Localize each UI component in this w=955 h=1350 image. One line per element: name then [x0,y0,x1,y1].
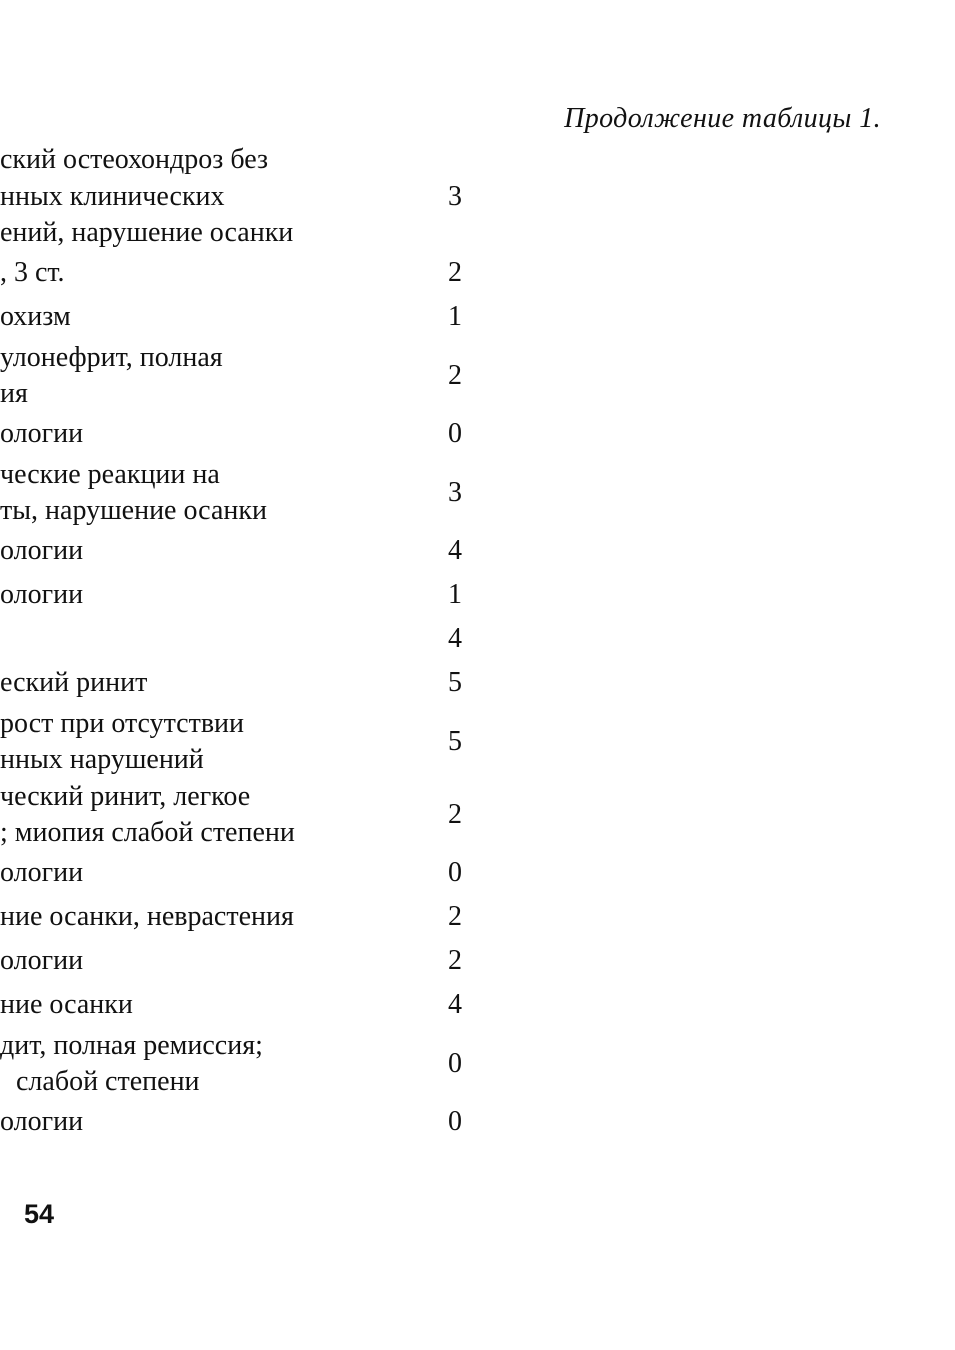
table-row [0,530,520,574]
diagnosis-cell [0,299,420,336]
table-row [0,413,520,457]
diagnosis-line: ия [0,378,28,409]
diagnosis-line: охизм [0,301,71,333]
diagnosis-cell [0,899,420,936]
score-cell: 1 [448,301,462,333]
score-cell: 0 [448,1106,462,1138]
diagnosis-line: ологии [0,579,84,611]
diagnosis-line: ологии [0,857,84,889]
diagnosis-line: ние осанки [0,989,133,1021]
score-cell: 0 [448,1047,462,1079]
diagnosis-table [0,142,520,1145]
diagnosis-cell [0,706,420,779]
diagnosis-line: ений, нарушение осанки [0,217,294,248]
diagnosis-cell [0,665,420,702]
score-cell: 4 [448,623,462,655]
diagnosis-cell [0,142,420,252]
page-number: 54 [24,1199,55,1229]
score-cell: 2 [448,901,462,933]
table-row [0,252,520,296]
diagnosis-cell [0,779,420,852]
diagnosis-cell [0,533,420,570]
score-cell: 5 [448,667,462,699]
diagnosis-line: нных клинических [0,180,225,212]
diagnosis-cell [0,943,420,980]
diagnosis-line: рост при отсутствии [0,707,245,739]
table-row [0,618,520,662]
table-row [0,1028,520,1101]
diagnosis-line: ты, нарушение осанки [0,495,267,526]
diagnosis-line: ологии [0,945,84,977]
table-row [0,574,520,618]
table-row [0,457,520,530]
diagnosis-cell [0,855,420,892]
diagnosis-cell [0,1104,420,1141]
diagnosis-line: ческие реакции на [0,458,220,490]
diagnosis-line: ние осанки, неврастения [0,901,294,933]
diagnosis-cell [0,457,420,530]
score-cell: 3 [448,476,462,508]
diagnosis-line: ский остеохондроз без [0,144,269,175]
table-row [0,296,520,340]
diagnosis-line: ; миопия слабой степени [0,817,295,848]
diagnosis-line: ческий ринит, легкое [0,780,251,812]
diagnosis-line: ологии [0,1106,84,1138]
diagnosis-line: ологии [0,418,84,450]
diagnosis-cell [0,416,420,453]
diagnosis-cell [0,255,420,292]
diagnosis-line: дит, полная ремиссия; [0,1029,263,1061]
diagnosis-cell [0,340,420,413]
diagnosis-cell [0,1028,420,1101]
diagnosis-cell [0,577,420,614]
table-row [0,706,520,779]
table-row [0,662,520,706]
diagnosis-line: , 3 ст. [0,257,65,289]
table-row [0,142,520,252]
diagnosis-line: слабой степени [16,1066,200,1097]
table-row [0,984,520,1028]
diagnosis-line: нных нарушений [0,744,204,775]
score-cell: 5 [448,725,462,757]
diagnosis-line: ологии [0,535,84,567]
score-cell: 2 [448,798,462,830]
table-row [0,779,520,852]
table-row [0,1101,520,1145]
table-row [0,896,520,940]
score-cell: 4 [448,989,462,1021]
score-cell: 1 [448,579,462,611]
diagnosis-line: улонефрит, полная [0,341,223,373]
table-continuation-caption: Продолжение таблицы 1. [564,103,881,134]
score-cell: 2 [448,359,462,391]
score-cell: 3 [448,180,462,212]
diagnosis-cell [0,987,420,1024]
table-row [0,940,520,984]
score-cell: 2 [448,257,462,289]
score-cell: 2 [448,945,462,977]
table-row [0,852,520,896]
table-row [0,340,520,413]
score-cell: 4 [448,535,462,567]
score-cell: 0 [448,857,462,889]
diagnosis-line: еский ринит [0,667,148,699]
score-cell: 0 [448,418,462,450]
